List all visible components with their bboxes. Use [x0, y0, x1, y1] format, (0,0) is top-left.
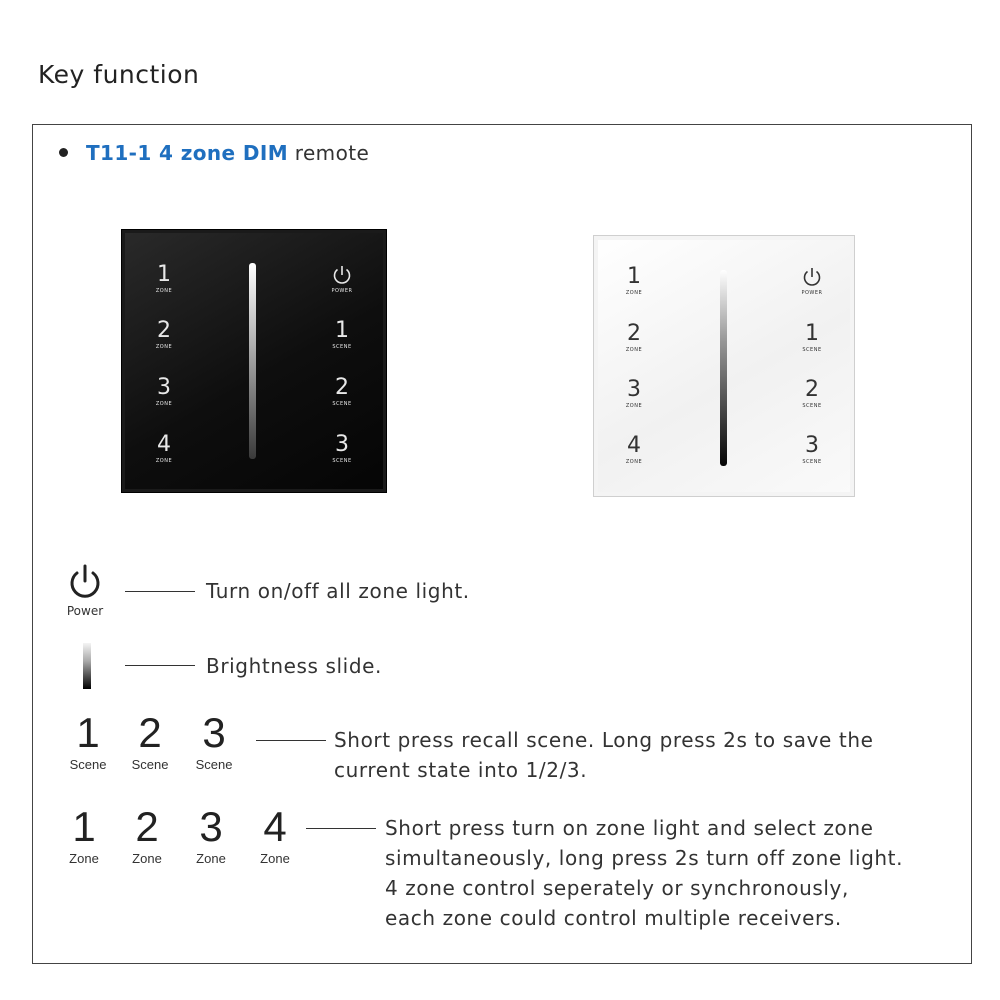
white-zone-4-key: 4 ZONE [625, 433, 643, 465]
power-icon [331, 264, 353, 286]
zone-description-line-2: simultaneously, long press 2s turn off zone light. [385, 846, 904, 870]
white-zone-1-key: 1 ZONE [625, 264, 643, 296]
power-icon [801, 266, 823, 288]
scene-description [334, 725, 874, 785]
zone-description-line-3: 4 zone control seperately or synchronously, [385, 876, 849, 900]
connector-line [125, 591, 195, 592]
white-remote-panel [593, 235, 855, 497]
scene-description-line-1: Short press recall scene. Long press 2s to save the [334, 728, 874, 752]
power-label: Power [66, 604, 104, 618]
zone-2-key: 2 Zone [132, 803, 162, 866]
zone-3-key: 3 Zone [196, 803, 226, 866]
scene-description-line-2: current state into 1/2/3. [334, 758, 588, 782]
scene-3-key: 3 Scene [195, 709, 233, 772]
zone-description-line-1: Short press turn on zone light and select zone [385, 816, 874, 840]
white-zone-2-key: 2 ZONE [625, 321, 643, 353]
connector-line [306, 828, 376, 829]
black-zone-4-key: 4 ZONE [155, 432, 173, 464]
connector-line [256, 740, 326, 741]
black-remote-panel [121, 229, 387, 493]
black-scene-2-key: 2 SCENE [332, 375, 352, 407]
zone-description-line-4: each zone could control multiple receivers. [385, 906, 842, 930]
zone-4-key: 4 Zone [260, 803, 290, 866]
white-scene-1-key: 1 SCENE [802, 321, 822, 353]
section-heading [59, 141, 369, 165]
black-zone-1-key: 1 ZONE [155, 262, 173, 294]
white-power-key: POWER [792, 266, 832, 296]
power-description: Turn on/off all zone light. [206, 579, 470, 603]
model-name: T11-1 4 zone DIM [86, 141, 289, 165]
page-title: Key function [38, 60, 200, 89]
brightness-slider-icon [83, 643, 91, 689]
black-zone-2-key: 2 ZONE [155, 318, 173, 350]
power-icon [67, 563, 103, 601]
white-zone-3-key: 3 ZONE [625, 377, 643, 409]
brightness-description: Brightness slide. [206, 654, 382, 678]
black-scene-1-key: 1 SCENE [332, 318, 352, 350]
black-power-key: POWER [322, 264, 362, 294]
black-scene-3-key: 3 SCENE [332, 432, 352, 464]
zone-description [385, 813, 903, 933]
scene-2-key: 2 Scene [131, 709, 169, 772]
black-zone-3-key: 3 ZONE [155, 375, 173, 407]
white-scene-3-key: 3 SCENE [802, 433, 822, 465]
model-suffix: remote [294, 141, 370, 165]
scene-1-key: 1 Scene [69, 709, 107, 772]
bullet-icon [59, 148, 68, 157]
white-brightness-slider [720, 270, 727, 466]
zone-1-key: 1 Zone [69, 803, 99, 866]
black-brightness-slider [249, 263, 256, 459]
white-scene-2-key: 2 SCENE [802, 377, 822, 409]
connector-line [125, 665, 195, 666]
